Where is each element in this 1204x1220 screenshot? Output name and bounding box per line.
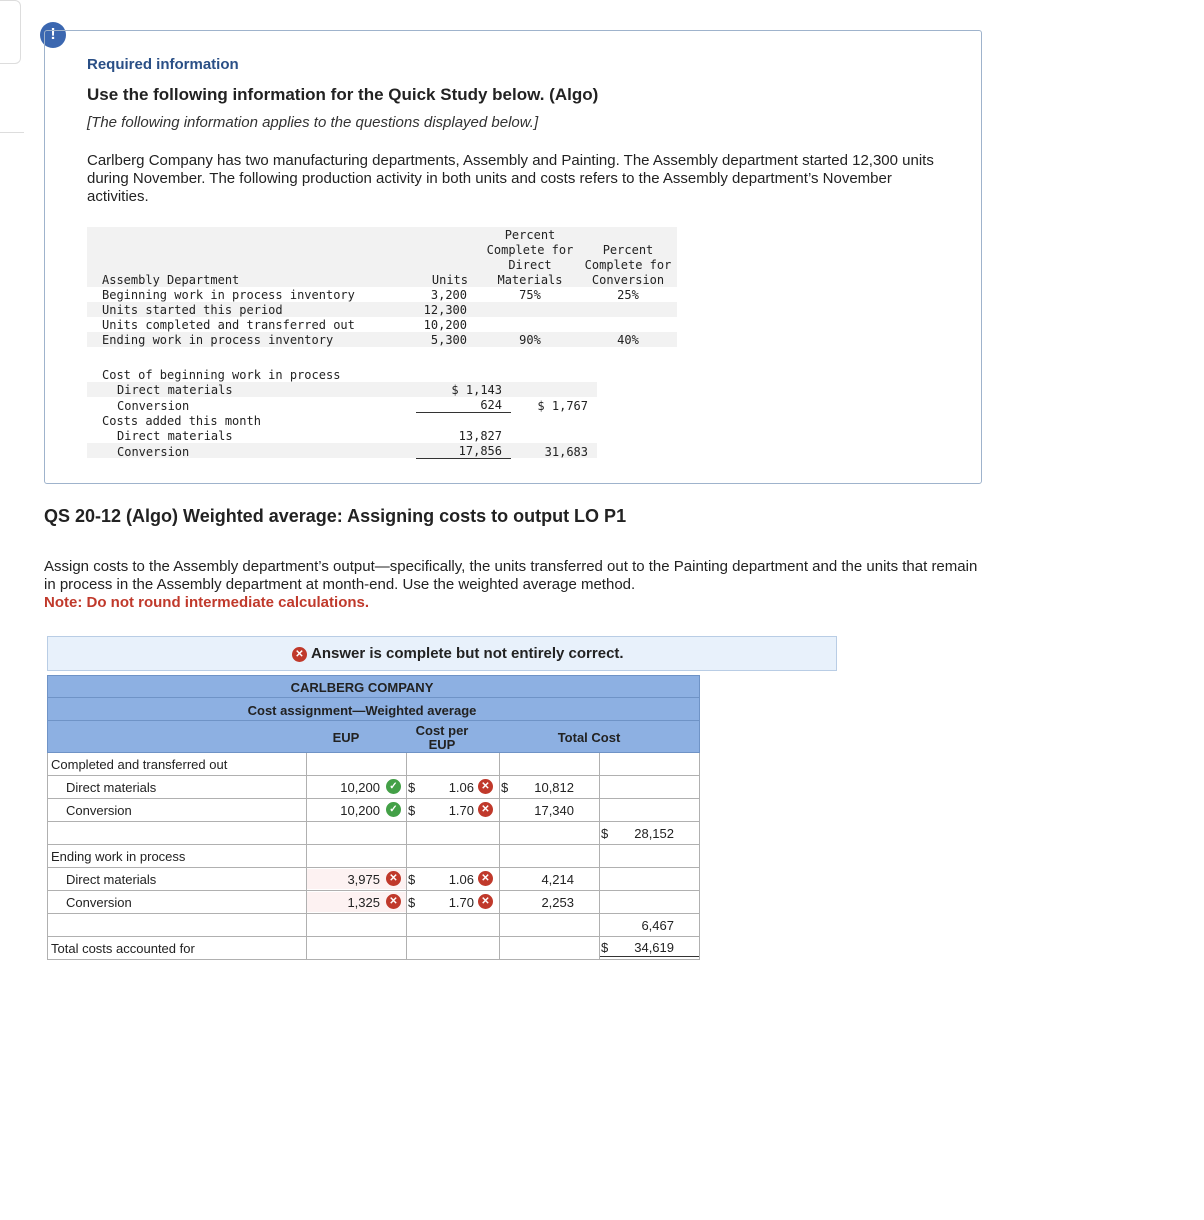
grid-line — [306, 753, 307, 960]
dm-header-1: Percent — [504, 228, 556, 242]
x-circle-icon: ✕ — [478, 802, 493, 817]
grid-line — [499, 753, 500, 960]
x-circle-icon: ✕ — [292, 647, 307, 662]
check-circle-icon: ✓ — [386, 779, 401, 794]
row-units: 3,200 — [430, 288, 467, 302]
ending-label: Ending work in process — [51, 849, 186, 864]
end-dm-eup[interactable]: 3,975 — [347, 872, 380, 887]
grid-line — [406, 753, 407, 960]
end-conv-label: Conversion — [66, 895, 132, 910]
comp-conv-total: 17,340 — [534, 803, 574, 818]
dm-header-3: Direct — [508, 258, 552, 272]
row-units: 5,300 — [430, 333, 467, 347]
applies-note: [The following information applies to the questions displayed below.] — [87, 114, 539, 131]
end-dm-total: 4,214 — [541, 872, 574, 887]
comp-conv-eup[interactable]: 10,200 — [340, 803, 380, 818]
col-eup: EUP — [332, 730, 360, 745]
row-dm-pct: 90% — [519, 333, 541, 347]
completed-label: Completed and transferred out — [51, 757, 228, 772]
dm-header-4: Materials — [497, 273, 563, 287]
grid-line — [47, 867, 699, 868]
question-title: QS 20-12 (Algo) Weighted average: Assigning costs to output LO P1 — [44, 506, 627, 526]
use-heading: Use the following information for the Quick Study below. (Algo) — [87, 85, 599, 104]
dollar-sign: $ — [408, 780, 416, 795]
add-conv-label: Conversion — [117, 445, 190, 459]
grand-total: 34,619 — [634, 940, 674, 955]
row-label: Ending work in process inventory — [102, 333, 334, 347]
x-circle-icon: ✕ — [478, 779, 493, 794]
add-conv-value: 17,856 — [458, 444, 502, 458]
add-dm-label: Direct materials — [117, 429, 233, 443]
col-cost-per-2: EUP — [428, 737, 456, 752]
grid-line — [47, 959, 699, 960]
beg-total-value: $ 1,767 — [537, 399, 588, 413]
row-label: Units completed and transferred out — [102, 318, 355, 332]
row-label: Beginning work in process inventory — [102, 288, 355, 302]
conv-header-1: Percent — [602, 243, 654, 257]
check-circle-icon: ✓ — [386, 802, 401, 817]
add-dm-value: 13,827 — [458, 429, 502, 443]
x-circle-icon: ✕ — [478, 871, 493, 886]
dollar-sign: $ — [408, 872, 416, 887]
end-conv-cpe[interactable]: 1.70 — [448, 895, 474, 910]
underline — [416, 458, 511, 459]
grid-line — [47, 775, 699, 776]
total-label: Total costs accounted for — [51, 941, 195, 956]
dollar-sign: $ — [501, 780, 509, 795]
comp-dm-label: Direct materials — [66, 780, 157, 795]
conv-header-2: Complete for — [584, 258, 672, 272]
comp-dm-cpe[interactable]: 1.06 — [448, 780, 474, 795]
beg-dm-value: $ 1,143 — [451, 383, 502, 397]
grid-line — [47, 890, 699, 891]
intro-paragraph: Carlberg Company has two manufacturing departments, Assembly and Painting. The Assembly department started 12,300 units during November. The following production activity in both units and costs refers to the Assembly department’s November activities. — [87, 152, 934, 205]
dept-header: Assembly Department — [102, 273, 240, 287]
table-subtitle: Cost assignment—Weighted average — [247, 703, 477, 718]
side-divider — [0, 132, 24, 133]
col-total-cost: Total Cost — [557, 730, 621, 745]
row-units: 12,300 — [423, 303, 467, 317]
grid-line — [699, 753, 700, 960]
dollar-sign: $ — [408, 895, 416, 910]
beg-conv-label: Conversion — [117, 399, 190, 413]
required-heading: Required information — [87, 56, 239, 73]
row-conv-pct: 25% — [617, 288, 639, 302]
result-message: Answer is complete but not entirely correct. — [311, 645, 624, 662]
question-text: Assign costs to the Assembly department’s output—specifically, the units transferred out to the Painting department and the units that remain in process in the Assembly department at month-end. Use the weighted average method. — [44, 558, 978, 593]
grid-line — [47, 844, 699, 845]
beg-conv-value: 624 — [480, 398, 502, 412]
added-cost-label: Costs added this month — [102, 414, 261, 428]
double-underline — [600, 956, 699, 957]
dollar-sign: $ — [601, 826, 609, 841]
conv-header-3: Conversion — [591, 273, 665, 287]
comp-conv-cpe[interactable]: 1.70 — [448, 803, 474, 818]
beg-cost-label: Cost of beginning work in process — [102, 368, 341, 382]
x-circle-icon: ✕ — [386, 871, 401, 886]
comp-conv-label: Conversion — [66, 803, 132, 818]
comp-dm-eup[interactable]: 10,200 — [340, 780, 380, 795]
side-panel-fragment — [0, 0, 21, 64]
question-note: Note: Do not round intermediate calculations. — [44, 594, 370, 611]
x-circle-icon: ✕ — [478, 894, 493, 909]
grid-line — [47, 753, 48, 960]
company-name: CARLBERG COMPANY — [290, 680, 434, 695]
grid-line — [47, 798, 699, 799]
grid-line — [47, 821, 699, 822]
row-conv-pct: 40% — [617, 333, 639, 347]
end-dm-cpe[interactable]: 1.06 — [448, 872, 474, 887]
beg-dm-label: Direct materials — [117, 383, 233, 397]
end-sum: 6,467 — [641, 918, 674, 933]
row-dm-pct: 75% — [519, 288, 541, 302]
end-conv-eup[interactable]: 1,325 — [347, 895, 380, 910]
end-conv-total: 2,253 — [541, 895, 574, 910]
comp-sum: 28,152 — [634, 826, 674, 841]
grid-line — [47, 936, 699, 937]
units-header: Units — [431, 273, 468, 287]
grid-line — [47, 913, 699, 914]
dm-header-2: Complete for — [486, 243, 574, 257]
row-label: Units started this period — [102, 303, 283, 317]
underline — [416, 412, 511, 413]
grid-line — [599, 753, 600, 960]
row-units: 10,200 — [423, 318, 467, 332]
result-banner-text — [292, 645, 624, 662]
add-total-value: 31,683 — [544, 445, 588, 459]
dollar-sign: $ — [408, 803, 416, 818]
x-circle-icon: ✕ — [386, 894, 401, 909]
end-dm-label: Direct materials — [66, 872, 157, 887]
comp-dm-total: 10,812 — [534, 780, 574, 795]
col-cost-per-1: Cost per — [415, 723, 469, 738]
alert-icon: ! — [40, 22, 66, 48]
dollar-sign: $ — [601, 940, 609, 955]
